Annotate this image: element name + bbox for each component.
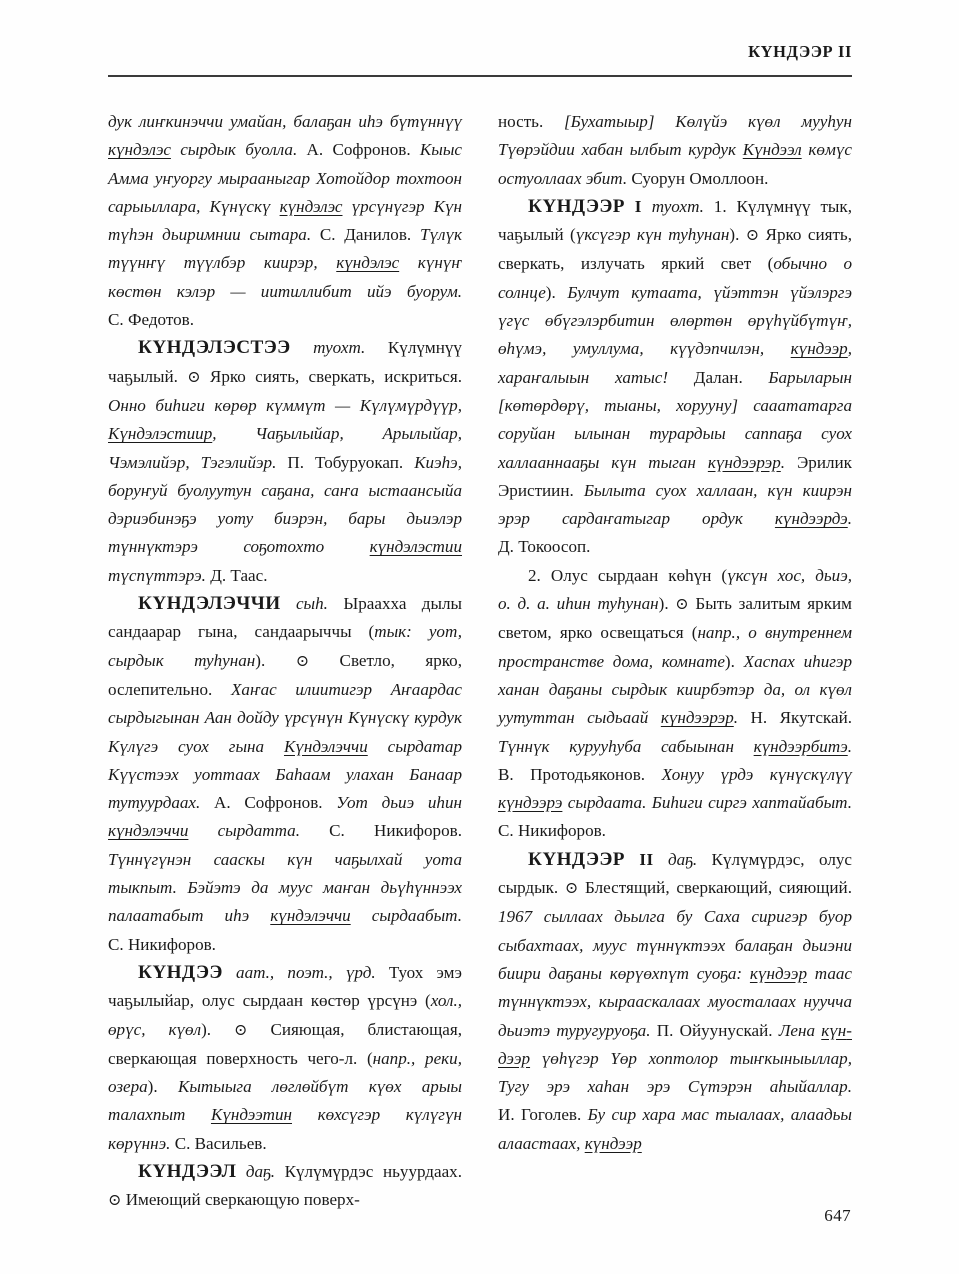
keyword-highlight: Күндээтин	[210, 1105, 292, 1125]
source-citation: С. Никифоров.	[498, 821, 606, 841]
yakut-definition: Күлүмүрдэс, олус сырдык.	[498, 849, 852, 898]
keyword-highlight: күндэлэстии	[369, 537, 462, 557]
headword: КҮНДЭЭР	[528, 848, 625, 870]
grammar-label: туохт.	[651, 196, 704, 216]
running-head	[108, 44, 852, 82]
sense-marker-icon: ⊙	[675, 596, 689, 614]
source-citation: П. Тобуруокап.	[287, 452, 404, 472]
source-citation: А. Софронов.	[214, 793, 323, 813]
dictionary-entry-kundeleechchi	[108, 590, 462, 959]
sense-marker-icon: ⊙	[295, 652, 310, 670]
yakut-definition: Күлүмнүү чаҕылый.	[108, 338, 462, 386]
example-text: .	[847, 736, 853, 756]
yakut-definition: Күлүмүрдэс ньуурдаах.	[284, 1161, 462, 1181]
grammar-label: туохт.	[313, 338, 366, 358]
keyword-highlight: күндээр	[790, 339, 848, 359]
example-text: Түлүк түүнҥү түүлбэр киирэр,	[108, 225, 462, 273]
source-citation: С. Васильев.	[174, 1133, 267, 1153]
example-text: сырдаабыт.	[371, 906, 463, 926]
russian-definition: Имеющий сверкающую поверх-	[125, 1190, 360, 1210]
headword: КҮНДЭЛЭЧЧИ	[138, 593, 281, 615]
keyword-highlight: Күндээл	[742, 140, 802, 160]
example-text: Былыта суох халлаан, күн киирэн эрэр сардаҥатыгар ордук	[498, 480, 852, 529]
sense-marker-icon: ⊙	[564, 880, 579, 898]
example-text: Киэһэ, боруҥуй буолуутун саҕана, саҥа ыстаансыйа дэриэбинэҕэ уоту биэрэн, бары дьиэлэр түннүктэрэ соҕотохто	[108, 452, 462, 557]
example-text: күнүҥ көстөн кэлэр — иитиллибит ийэ буорум.	[108, 253, 462, 301]
keyword-highlight: күндээрбитэ	[753, 736, 848, 756]
sense-marker-icon: ⊙	[234, 1021, 248, 1039]
keyword-highlight: күндээр	[498, 1020, 852, 1068]
example-text: сырдык буолла.	[180, 140, 298, 160]
example-text: түспүттэрэ.	[108, 565, 206, 585]
source-citation: С. Никифоров.	[329, 821, 462, 841]
paragraph-continuation	[108, 108, 462, 334]
keyword-highlight: күндэлэс	[108, 140, 171, 160]
example-text: Кытыыга лөглөйбүт күөх арыы талахпыт	[108, 1077, 462, 1125]
source-citation: С. Никифоров.	[108, 934, 216, 954]
russian-definition: ность.	[498, 112, 544, 131]
example-text: көмүс остуоллаах эбит.	[498, 140, 853, 188]
keyword-highlight: күндээрэ	[498, 793, 563, 813]
example-text: .	[733, 708, 739, 728]
dictionary-entry-kundee	[108, 959, 462, 1158]
example-text: дук лиҥкинэччи умайан, балаҕан иһэ бүтүннүү	[108, 112, 462, 131]
yakut-definition: Күлүмнүү тык, чаҕылый (үксүгэр күн туһунан).	[498, 196, 852, 245]
example-text: таас түннүктээх, кырааскалаах муосталаах нуучча дьиэтэ туругуруоҕа.	[498, 963, 853, 1040]
paragraph-continuation	[498, 108, 852, 193]
example-text: Хаҥас илиитигэр Аҥаардас сырдыгынан Аан дойду үрсүнүн Күнүскү курдук Күлүгэ суох гына	[108, 679, 462, 756]
headword: КҮНДЭЛЭСТЭЭ	[138, 337, 291, 359]
headword: КҮНДЭЭР	[528, 195, 625, 217]
source-citation: Н. Якутскай.	[750, 708, 852, 728]
yakut-definition: Олус сырдаан көһүн (үксүн хос, дьиэ, о. д. а. иһин туһунан).	[498, 565, 852, 614]
example-text: Хонуу үрдэ күнүскүлүү	[661, 764, 852, 784]
grammar-label: даҕ.	[245, 1161, 275, 1181]
homonym-number: I	[634, 196, 642, 216]
example-text: .	[780, 452, 786, 472]
source-citation: Эрилик Эристиин.	[498, 452, 852, 500]
source-citation: Д. Таас.	[210, 565, 268, 585]
dictionary-entry-kundeer-1	[498, 193, 852, 562]
example-text: Лена	[778, 1020, 816, 1040]
source-citation: А. Софронов.	[306, 140, 411, 160]
keyword-highlight: күндэлэс	[336, 253, 400, 273]
example-text: көхсүгэр күлүгүн көрүннэ.	[108, 1105, 463, 1153]
example-text: Кыыс Амма уҥуоргу мырааныгар Хотойдор тохтоон сарыыллара, Күнүскү	[108, 140, 462, 216]
source-citation: С. Данилов.	[319, 225, 412, 245]
example-text: Бу сир хара мас тыалаах, алаадьы алаастаах,	[498, 1105, 852, 1153]
keyword-highlight: Күндэлэстиир	[108, 424, 213, 444]
keyword-highlight: күндээрдэ	[774, 509, 848, 529]
keyword-highlight: күндээр	[584, 1133, 642, 1153]
example-text: сырдатар Күүстээх уоттаах Баһаам улахан Банаар тутуурдаах.	[108, 736, 462, 813]
source-citation: П. Ойуунускай.	[656, 1020, 773, 1040]
example-text: Барыларын [көтөрдөрү, тыаны, хорууну] сааататарга соруйан ылынан турардыы саппаҕа суох халлааннааҕы күн тыган	[498, 367, 852, 472]
page-number: 647	[824, 1206, 851, 1225]
keyword-highlight: күндээрэр	[660, 708, 734, 728]
left-column	[108, 108, 463, 1210]
keyword-highlight: күндэлэччи	[108, 821, 189, 841]
keyword-highlight: күндэлэс	[279, 196, 343, 216]
headword: КҮНДЭЭЛ	[138, 1160, 237, 1182]
russian-definition: Ярко сиять, сверкать, искриться.	[209, 366, 462, 386]
keyword-highlight: күндэлэччи	[270, 906, 351, 926]
russian-definition: Быть залитым ярким светом, ярко освещаться (напр., о внутреннем пространстве дома, комнате).	[498, 594, 852, 671]
sense-number: 1.	[713, 196, 727, 216]
grammar-label: сыһ.	[295, 594, 328, 614]
example-text: Түннүгүнэн сааскы күн чаҕылхай уота тыкпыт. Бэйэтэ да муус маҥан дьүһүннээх палаатабыт иһэ	[108, 849, 462, 926]
dictionary-entry-kundeer-2	[498, 846, 852, 1158]
running-head-title: КҮНДЭЭР II	[748, 42, 852, 61]
sense-marker-icon: ⊙	[108, 1192, 122, 1210]
russian-definition: Ярко сиять, сверкать, излучать яркий свет (обычно о солнце).	[498, 225, 852, 302]
source-citation: Д. Токоосоп.	[498, 537, 591, 557]
right-column	[498, 108, 852, 1168]
example-text: үөһүгэр Үөр хоптолор тыҥкыныыллар, Тугу эрэ хаһан эрэ Сүтэрэн аһыйаллар.	[498, 1048, 852, 1097]
sense-marker-icon: ⊙	[745, 227, 760, 245]
dictionary-sense-2	[498, 562, 852, 846]
source-citation: В. Протодьяконов.	[498, 764, 646, 784]
example-text: Булчут кутаата, үйэттэн үйэлэргэ үгүс өбүгэлэрбитин өлөртөн өрүһүйбүтүҥ, өһүмэ, умуллума, күүдэпчилэн,	[498, 282, 852, 359]
headword: КҮНДЭЭ	[138, 961, 223, 983]
grammar-label: аат., поэт., үрд.	[236, 962, 376, 982]
example-text: сырдатта.	[217, 821, 300, 841]
homonym-number: II	[639, 849, 654, 869]
running-head-rule	[108, 75, 852, 77]
example-text: Хаспах иһигэр ханан даҕаны сырдык киирбэтэр да, ол күөл уутуттан сыдьаай	[498, 651, 852, 728]
dictionary-entry-kundeel	[108, 1158, 462, 1216]
example-text: Уот дьиэ иһин	[336, 793, 462, 813]
example-text: Түннүк курууһуба сабыынан	[498, 736, 734, 756]
grammar-label: даҕ.	[668, 849, 698, 869]
example-text: [Бухатыыр] Көлүйэ күөл мууһун Түөрэйдии хабан ылбыт курдук	[498, 112, 852, 160]
keyword-highlight: Күндэлэччи	[283, 736, 368, 756]
sense-number: 2.	[528, 565, 541, 585]
russian-definition: Блестящий, сверкающий, сияющий.	[585, 878, 852, 898]
example-text: .	[847, 509, 853, 529]
source-citation: Далан.	[693, 367, 743, 387]
example-text: , хараҥалыын хатыс!	[498, 339, 853, 387]
example-text: үрсүнүгэр Күн түһэн дьиримнии сытара.	[108, 196, 462, 245]
example-text: Онно биһиги көрөр күммүт — Күлүмүрдүүр,	[108, 395, 462, 415]
example-text: 1967 сыллаах дьылга бу Саха сиригэр буор сыбахтаах, муус түннүктээх балаҕан дьиэни биири даҕаны көрүөхпүт суоҕа:	[498, 907, 852, 983]
russian-definition: Светло, ярко, ослепительно.	[108, 650, 462, 699]
body-columns	[108, 108, 853, 1210]
source-citation: И. Гоголев.	[498, 1105, 582, 1125]
dictionary-entry-kundelestee	[108, 334, 462, 590]
source-citation: С. Федотов.	[108, 310, 194, 330]
source-citation: Суорун Омоллоон.	[631, 168, 769, 188]
example-text: , Чаҕылыйар, Арылыйар, Чэмэлийэр, Тэгэлийэр.	[108, 424, 462, 472]
sense-marker-icon: ⊙	[187, 368, 201, 386]
example-text: сырдаата. Биһиги сиргэ хаптайабыт.	[567, 793, 852, 813]
yakut-definition: Ыраахха дылы сандаарар гына, сандаарыччы (тык: уот, сырдык туһунан).	[108, 594, 463, 670]
yakut-definition: Туох эмэ чаҕылыйар, олус сырдаан көстөр үрсүнэ (хол., өрүс, күөл).	[108, 962, 462, 1039]
keyword-highlight: күндээр	[749, 963, 807, 983]
keyword-highlight: күндээрэр	[707, 452, 781, 472]
russian-definition: Сияющая, блистающая, сверкающая поверхность чего-л. (напр., реки, озера).	[108, 1019, 462, 1097]
